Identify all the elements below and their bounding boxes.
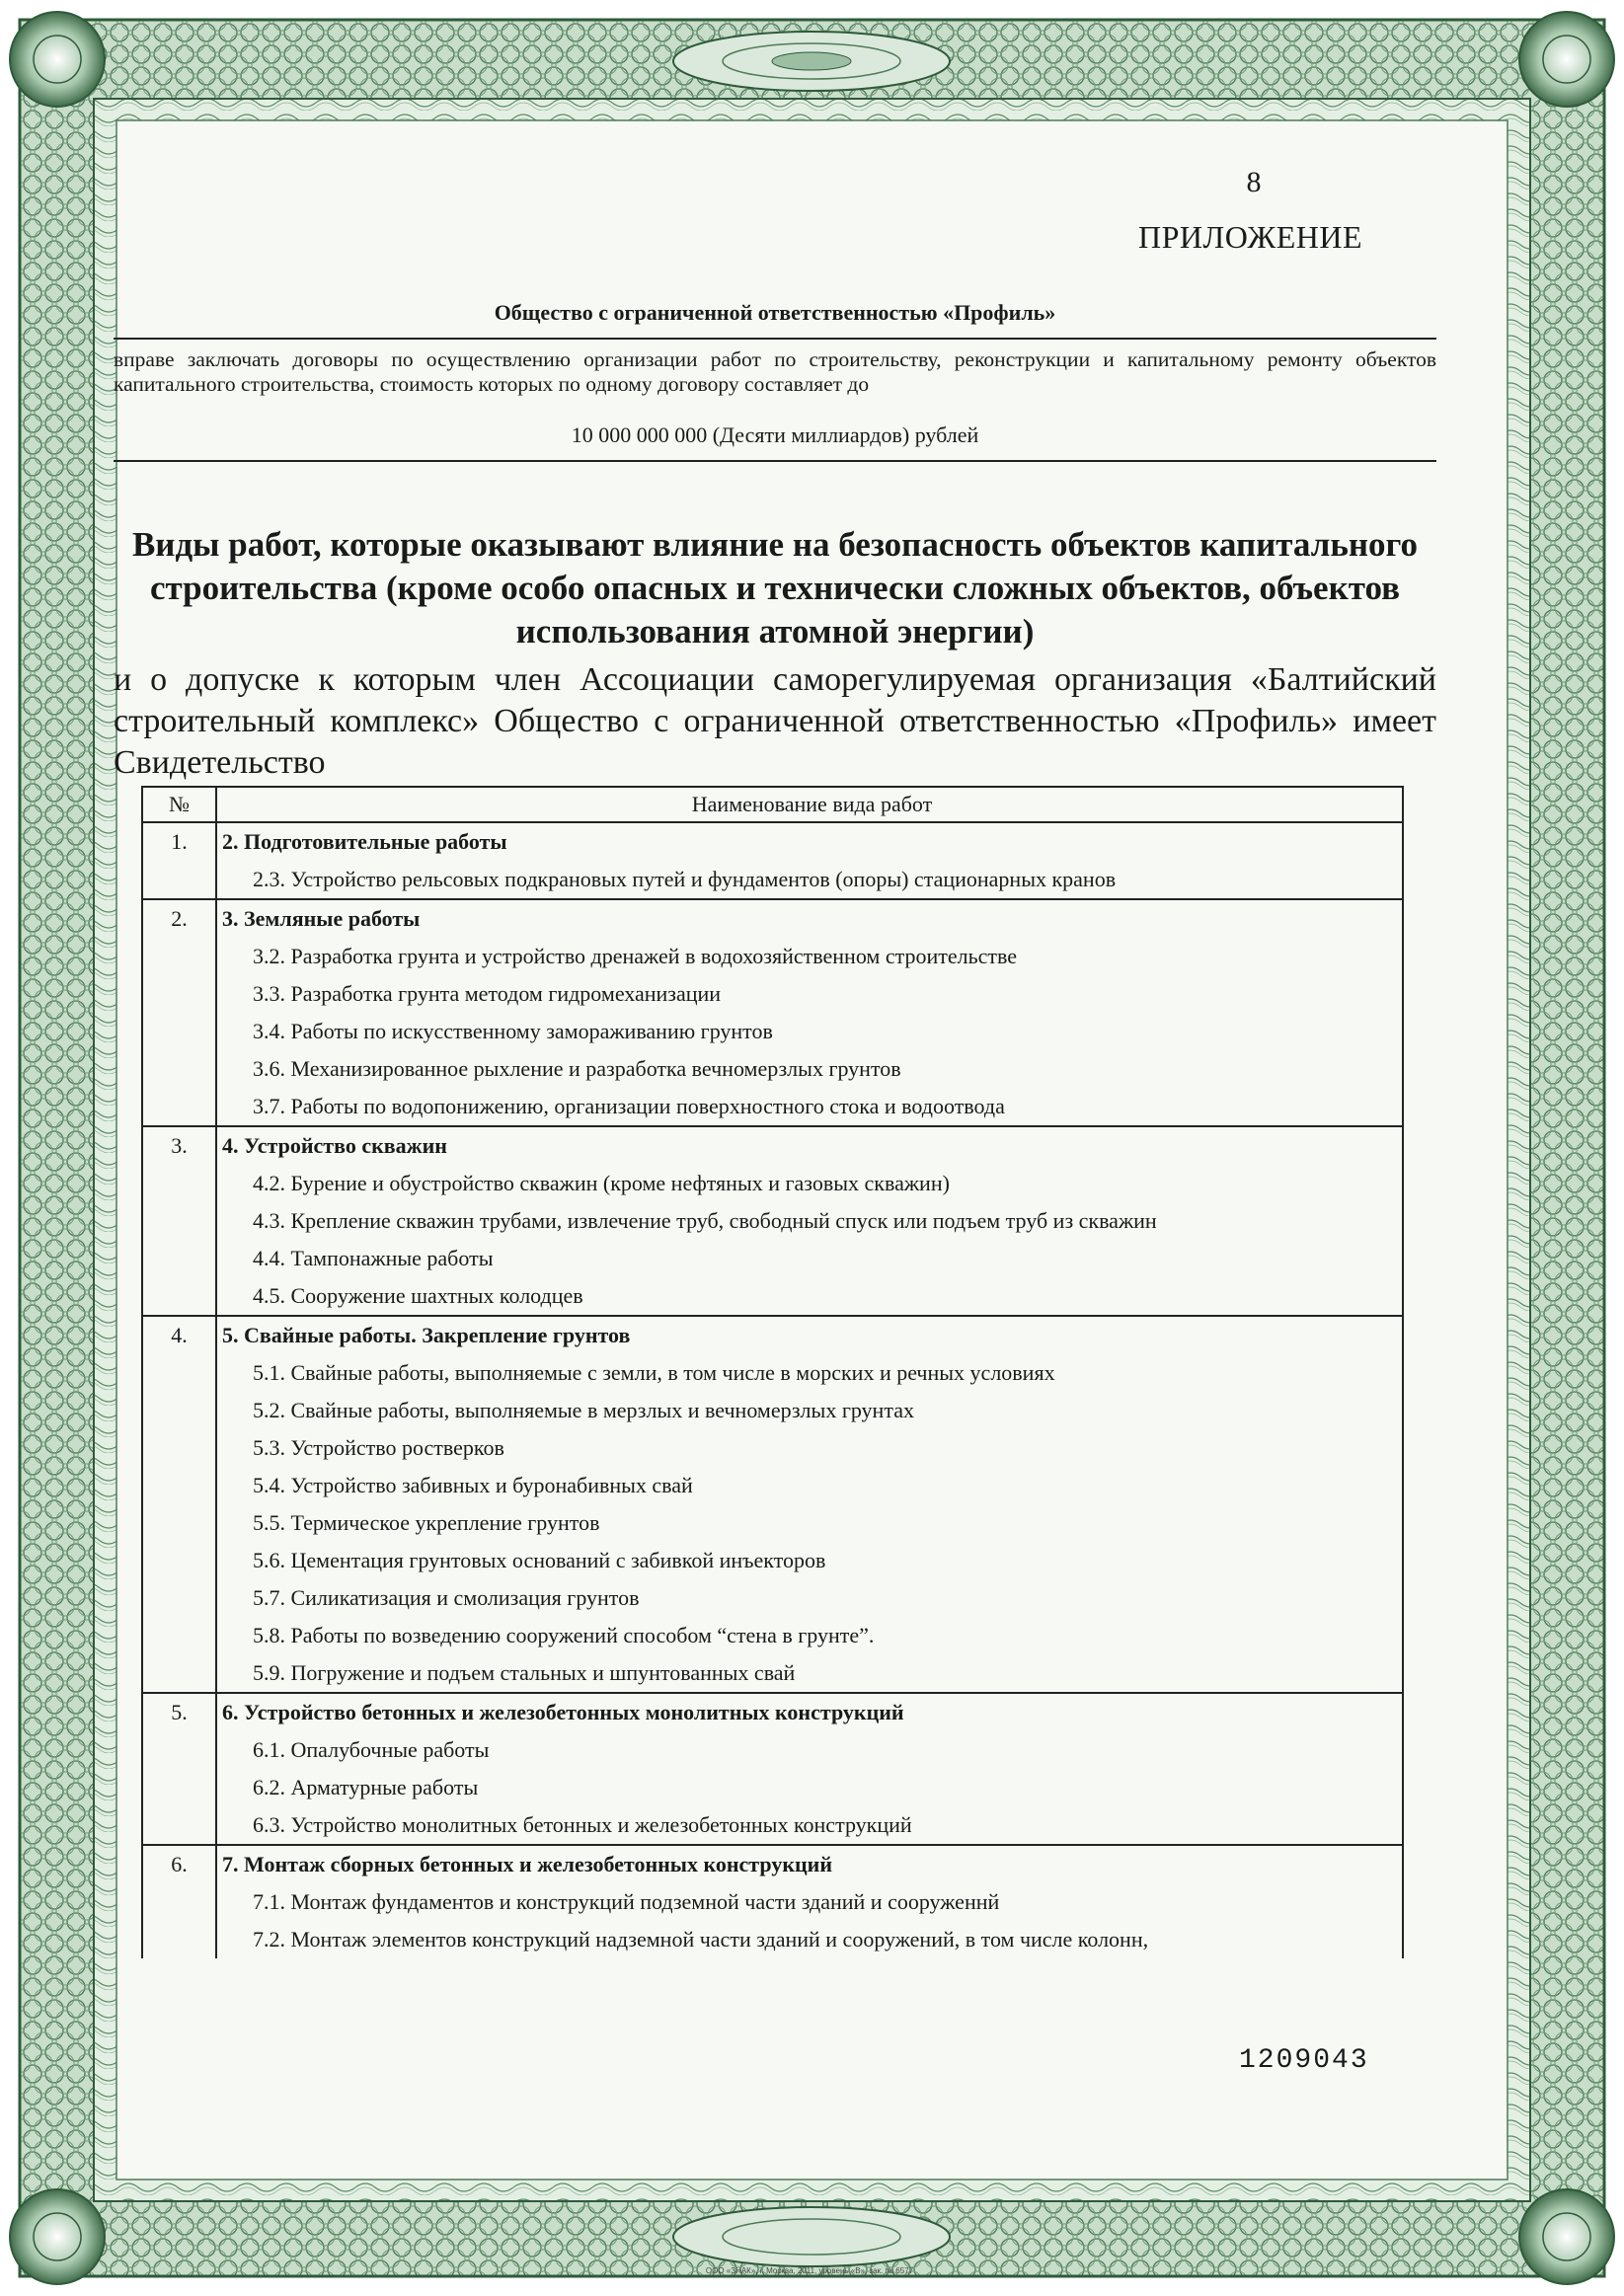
empty-number-cell: [142, 1467, 216, 1504]
divider: [114, 460, 1436, 462]
work-item: 7.1. Монтаж фундаментов и конструкций подземной части зданий и сооруженнй: [216, 1883, 1403, 1921]
work-item-row: [142, 1277, 1403, 1316]
work-item: 5.1. Свайные работы, выполняемые с земли, в том числе в морских и речных условиях: [216, 1354, 1403, 1392]
work-item-row: [142, 1088, 1403, 1126]
work-item-row: [142, 1013, 1403, 1050]
group-row: [142, 1316, 1403, 1354]
group-title: 2. Подготовительные работы: [216, 822, 1403, 861]
empty-number-cell: [142, 1579, 216, 1617]
empty-number-cell: [142, 1202, 216, 1240]
work-item: 5.2. Свайные работы, выполняемые в мерзлых и вечномерзлых грунтах: [216, 1392, 1403, 1429]
empty-number-cell: [142, 1769, 216, 1806]
empty-number-cell: [142, 1504, 216, 1542]
group-title: 6. Устройство бетонных и железобетонных монолитных конструкций: [216, 1693, 1403, 1731]
empty-number-cell: [142, 1429, 216, 1467]
work-item: 4.4. Тампонажные работы: [216, 1240, 1403, 1277]
admission-text: и о допуске к которым член Ассоциации саморегулируемая организация «Балтийский строительный комплекс» Общество с ограниченной ответственностью «Профиль» имеет Свидетельство: [114, 661, 1436, 781]
group-title: 3. Земляные работы: [216, 899, 1403, 938]
work-item: 3.4. Работы по искусственному замораживанию грунтов: [216, 1013, 1403, 1050]
work-item: 4.5. Сооружение шахтных колодцев: [216, 1277, 1403, 1316]
work-item: 6.1. Опалубочные работы: [216, 1731, 1403, 1769]
empty-number-cell: [142, 1731, 216, 1769]
work-item: 3.7. Работы по водопонижению, организации поверхностного стока и водоотвода: [216, 1088, 1403, 1126]
group-title: 7. Монтаж сборных бетонных и железобетонных конструкций: [216, 1845, 1403, 1883]
work-item: 3.3. Разработка грунта методом гидромеханизации: [216, 975, 1403, 1013]
work-item: 5.9. Погружение и подъем стальных и шпунтованных свай: [216, 1654, 1403, 1693]
empty-number-cell: [142, 1354, 216, 1392]
work-item-row: [142, 1392, 1403, 1429]
empty-number-cell: [142, 1883, 216, 1921]
works-heading: Виды работ, которые оказывают влияние на безопасность объектов капитального строительства (кроме особо опасных и технически сложных объектов, объектов использования атомной энергии): [131, 525, 1419, 651]
empty-number-cell: [142, 861, 216, 899]
work-item: 3.6. Механизированное рыхление и разработка вечномерзлых грунтов: [216, 1050, 1403, 1088]
group-title: 5. Свайные работы. Закрепление грунтов: [216, 1316, 1403, 1354]
work-item: 3.2. Разработка грунта и устройство дренажей в водохозяйственном строительстве: [216, 938, 1403, 975]
work-item-row: [142, 1921, 1403, 1958]
column-header-number: №: [142, 787, 216, 822]
work-item-row: [142, 1542, 1403, 1579]
group-number: 2.: [142, 899, 216, 938]
group-number: 1.: [142, 822, 216, 861]
group-number: 6.: [142, 1845, 216, 1883]
work-item: 4.2. Бурение и обустройство скважин (кроме нефтяных и газовых скважин): [216, 1165, 1403, 1202]
work-item: 5.3. Устройство ростверков: [216, 1429, 1403, 1467]
work-item-row: [142, 1467, 1403, 1504]
work-item-row: [142, 1617, 1403, 1654]
works-table: [141, 786, 1404, 1958]
work-item-row: [142, 1202, 1403, 1240]
appendix-label: ПРИЛОЖЕНИЕ: [1137, 219, 1362, 255]
group-title: 4. Устройство скважин: [216, 1126, 1403, 1165]
group-row: [142, 822, 1403, 861]
work-item-row: [142, 1354, 1403, 1392]
work-item-row: [142, 1654, 1403, 1693]
empty-number-cell: [142, 1165, 216, 1202]
empty-number-cell: [142, 1542, 216, 1579]
group-number: 3.: [142, 1126, 216, 1165]
rights-text: вправе заключать договоры по осуществлению организации работ по строительству, реконструкции и капитальному ремонту объектов капитального строительства, стоимость которых по одному договору составляет до: [114, 347, 1436, 396]
serial-number: 1209043: [1239, 2045, 1369, 2076]
work-item: 5.7. Силикатизация и смолизация грунтов: [216, 1579, 1403, 1617]
empty-number-cell: [142, 1050, 216, 1088]
work-item: 5.8. Работы по возведению сооружений способом “стена в грунте”.: [216, 1617, 1403, 1654]
group-row: [142, 1693, 1403, 1731]
table-header-row: [142, 787, 1403, 822]
work-item-row: [142, 1769, 1403, 1806]
work-item-row: [142, 1504, 1403, 1542]
empty-number-cell: [142, 1088, 216, 1126]
contract-amount: 10 000 000 000 (Десяти миллиардов) рублей: [571, 422, 979, 447]
empty-number-cell: [142, 1921, 216, 1958]
printer-imprint: ООО «ЗНАК», г. Москва, 2011, уровень «В», зак. № 6577: [705, 2266, 914, 2275]
divider: [114, 338, 1436, 340]
work-item-row: [142, 1165, 1403, 1202]
work-item-row: [142, 1240, 1403, 1277]
work-item: 2.3. Устройство рельсовых подкрановых путей и фундаментов (опоры) стационарных кранов: [216, 861, 1403, 899]
work-item: 6.3. Устройство монолитных бетонных и железобетонных конструкций: [216, 1806, 1403, 1845]
empty-number-cell: [142, 1654, 216, 1693]
work-item-row: [142, 1806, 1403, 1845]
group-number: 4.: [142, 1316, 216, 1354]
work-item-row: [142, 1429, 1403, 1467]
page-number: 8: [1246, 166, 1262, 198]
empty-number-cell: [142, 938, 216, 975]
work-item-row: [142, 1050, 1403, 1088]
group-number: 5.: [142, 1693, 216, 1731]
group-row: [142, 1845, 1403, 1883]
work-item: 6.2. Арматурные работы: [216, 1769, 1403, 1806]
empty-number-cell: [142, 1240, 216, 1277]
work-item-row: [142, 1579, 1403, 1617]
work-item: 7.2. Монтаж элементов конструкций надземной части зданий и сооружений, в том числе колонн,: [216, 1921, 1403, 1958]
work-item-row: [142, 938, 1403, 975]
organization-name: Общество с ограниченной ответственностью «Профиль»: [494, 300, 1056, 325]
empty-number-cell: [142, 1806, 216, 1845]
empty-number-cell: [142, 1392, 216, 1429]
work-item: 4.3. Крепление скважин трубами, извлечение труб, свободный спуск или подъем труб из скважин: [216, 1202, 1403, 1240]
column-header-name: Наименование вида работ: [216, 787, 1403, 822]
empty-number-cell: [142, 1277, 216, 1316]
group-row: [142, 899, 1403, 938]
work-item-row: [142, 1883, 1403, 1921]
work-item: 5.4. Устройство забивных и буронабивных свай: [216, 1467, 1403, 1504]
work-item-row: [142, 1731, 1403, 1769]
work-item: 5.5. Термическое укрепление грунтов: [216, 1504, 1403, 1542]
empty-number-cell: [142, 1617, 216, 1654]
empty-number-cell: [142, 975, 216, 1013]
work-item-row: [142, 861, 1403, 899]
group-row: [142, 1126, 1403, 1165]
work-item: 5.6. Цементация грунтовых оснований с забивкой инъекторов: [216, 1542, 1403, 1579]
work-item-row: [142, 975, 1403, 1013]
empty-number-cell: [142, 1013, 216, 1050]
